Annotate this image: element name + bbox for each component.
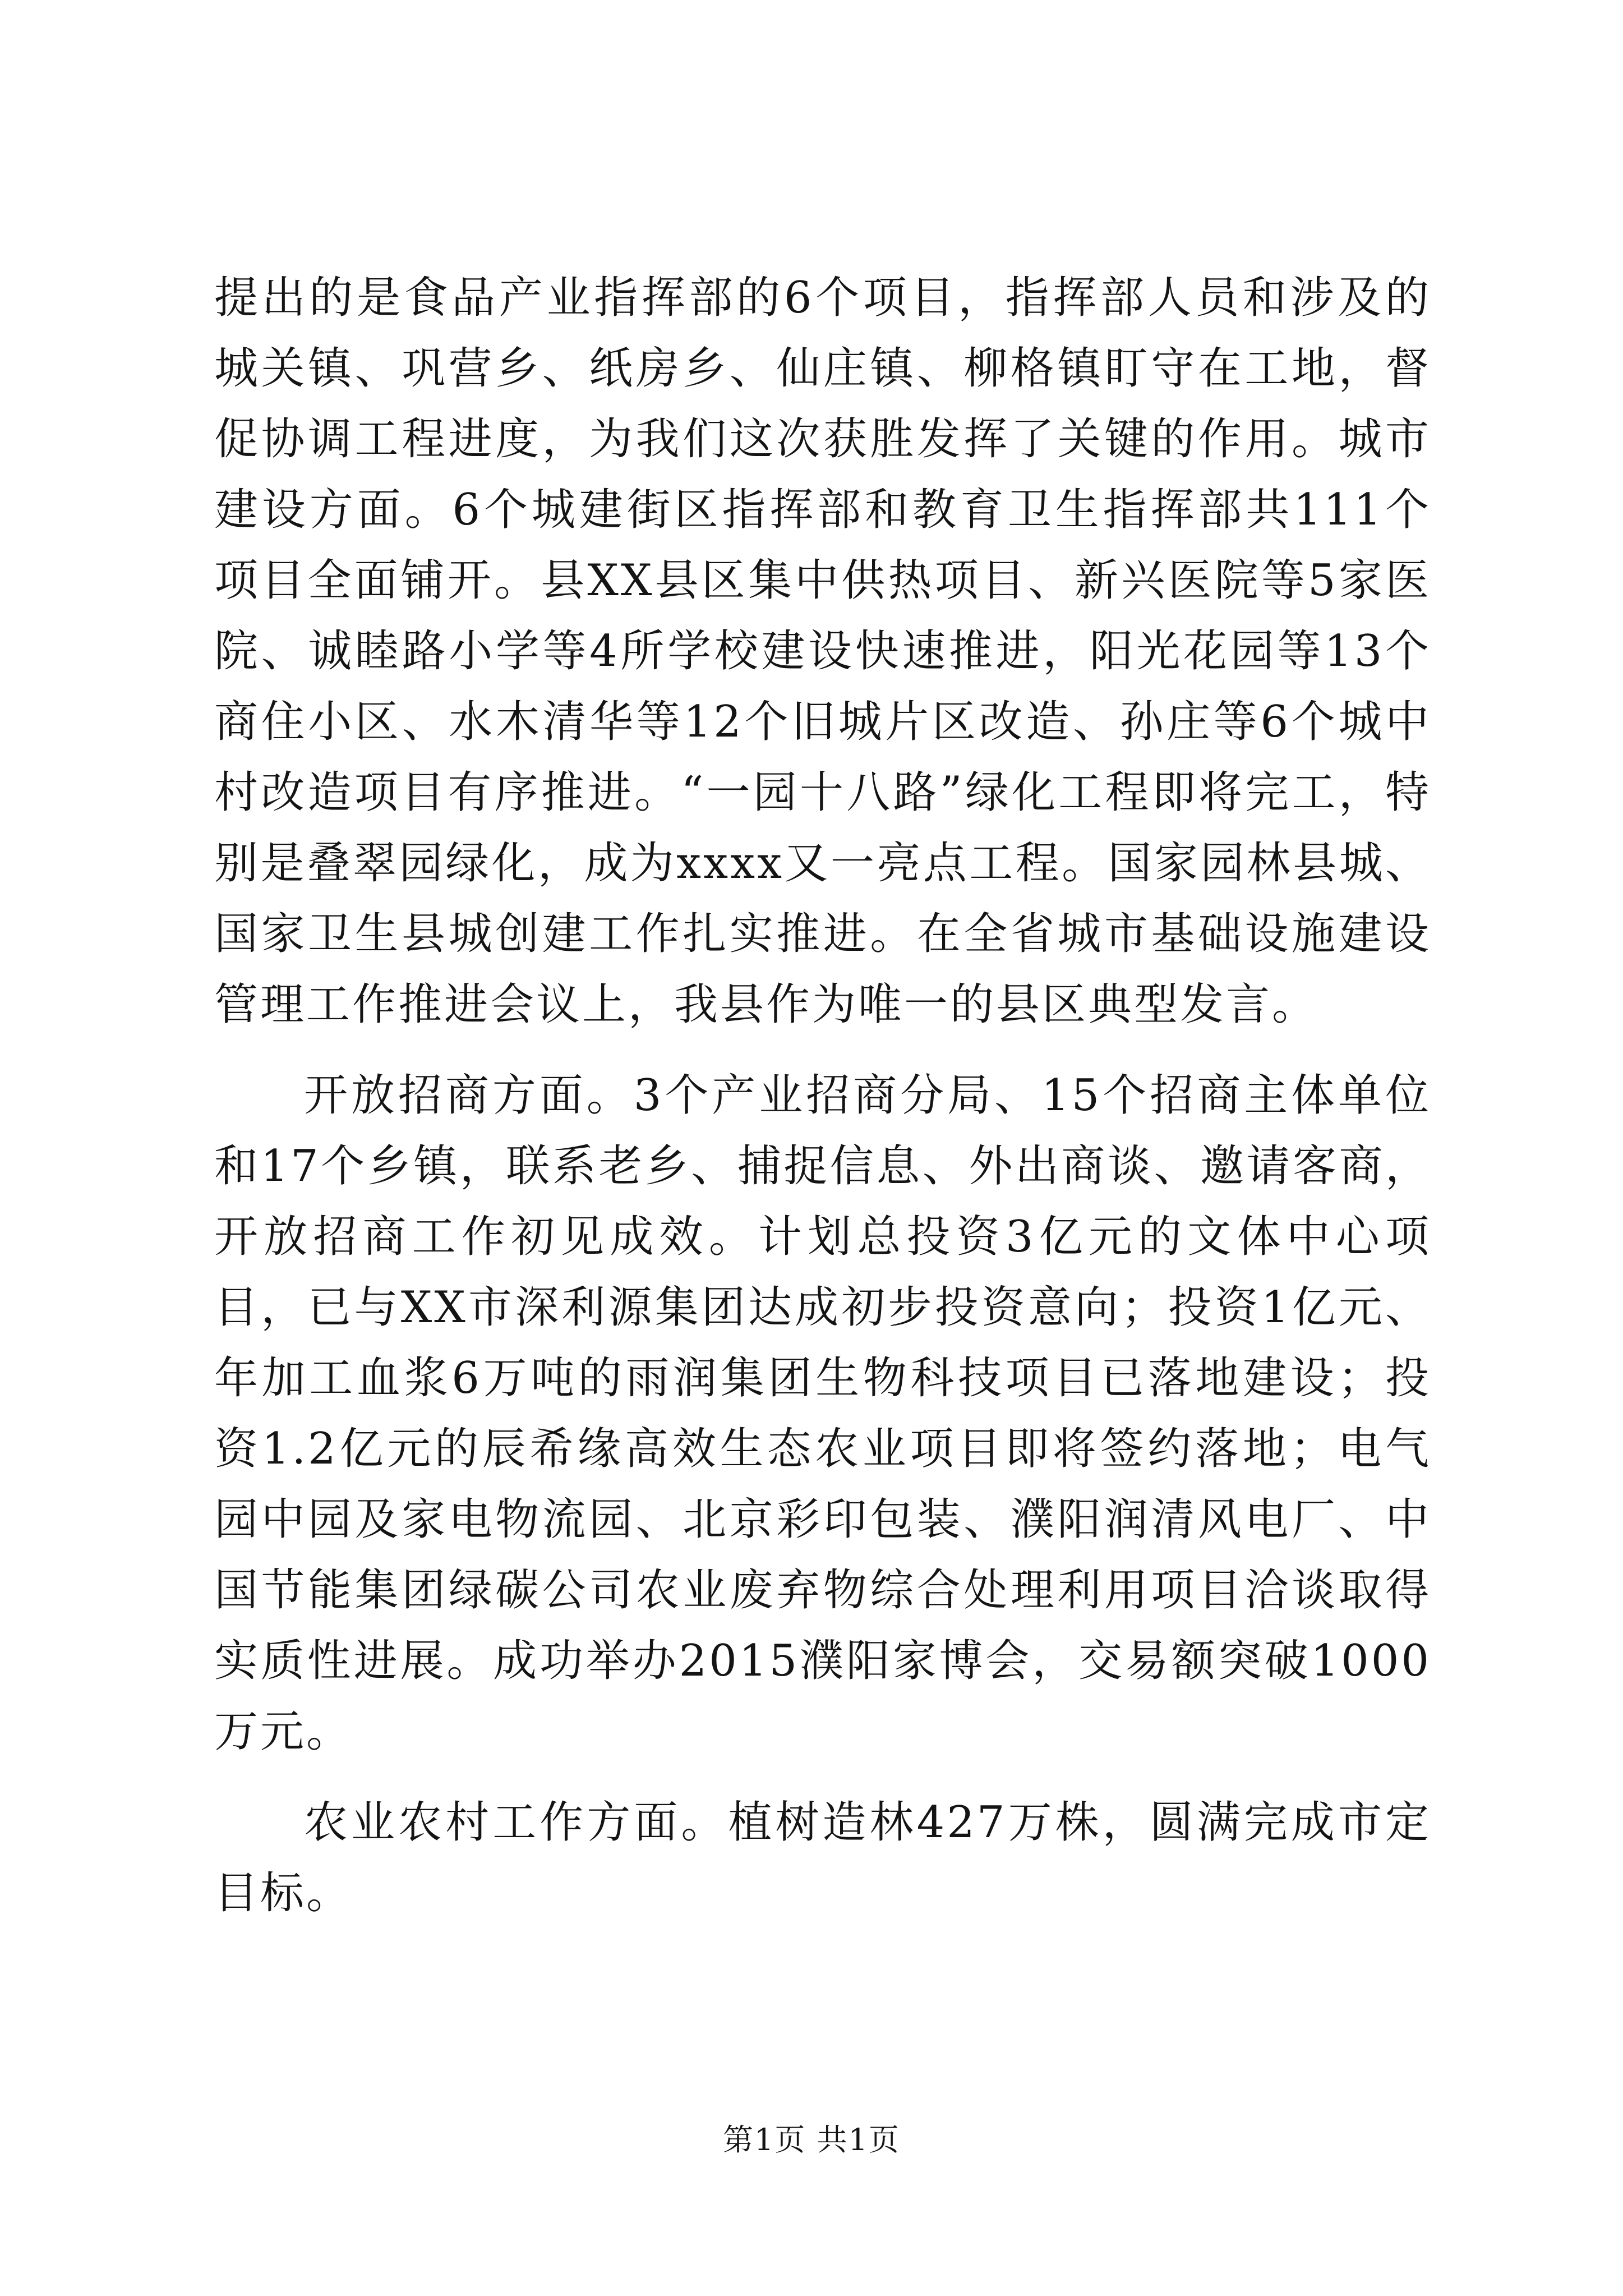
document-body: [214, 263, 1431, 1949]
paragraph-agriculture: 农业农村工作方面。植树造林427万株，圆满完成市定目标。: [214, 1797, 1431, 1918]
page-footer: 第1页 共1页: [723, 2122, 900, 2157]
paragraph-investment-promotion: 开放招商方面。3个产业招商分局、15个招商主体单位和17个乡镇，联系老乡、捕捉信息、外出商谈、邀请客商，开放招商工作初见成效。计划总投资3亿元的文体中心项目，已与XX市深利源集团达成初步投资意向；投资1亿元、年加工血浆6万吨的雨润集团生物科技项目已落地建设；投资1.2亿元的辰希缘高效生态农业项目即将签约落地；电气园中园及家电物流园、北京彩印包装、濮阳润清风电厂、中国节能集团绿碳公司农业废弃物综合处理利用项目洽谈取得实质性进展。成功举办2015濮阳家博会，交易额突破1000万元。: [214, 1070, 1431, 1757]
paragraph-urban-construction: 提出的是食品产业指挥部的6个项目，指挥部人员和涉及的城关镇、巩营乡、纸房乡、仙庄镇、柳格镇盯守在工地，督促协调工程进度，为我们这次获胜发挥了关键的作用。城市建设方面。6个城建街区指挥部和教育卫生指挥部共111个项目全面铺开。县XX县区集中供热项目、新兴医院等5家医院、诚睦路小学等4所学校建设快速推进，阳光花园等13个商住小区、水木清华等12个旧城片区改造、孙庄等6个城中村改造项目有序推进。“一园十八路”绿化工程即将完工，特别是叠翠园绿化，成为xxxx又一亮点工程。国家园林县城、国家卫生县城创建工作扎实推进。在全省城市基础设施建设管理工作推进会议上，我县作为唯一的县区典型发言。: [214, 273, 1431, 1030]
